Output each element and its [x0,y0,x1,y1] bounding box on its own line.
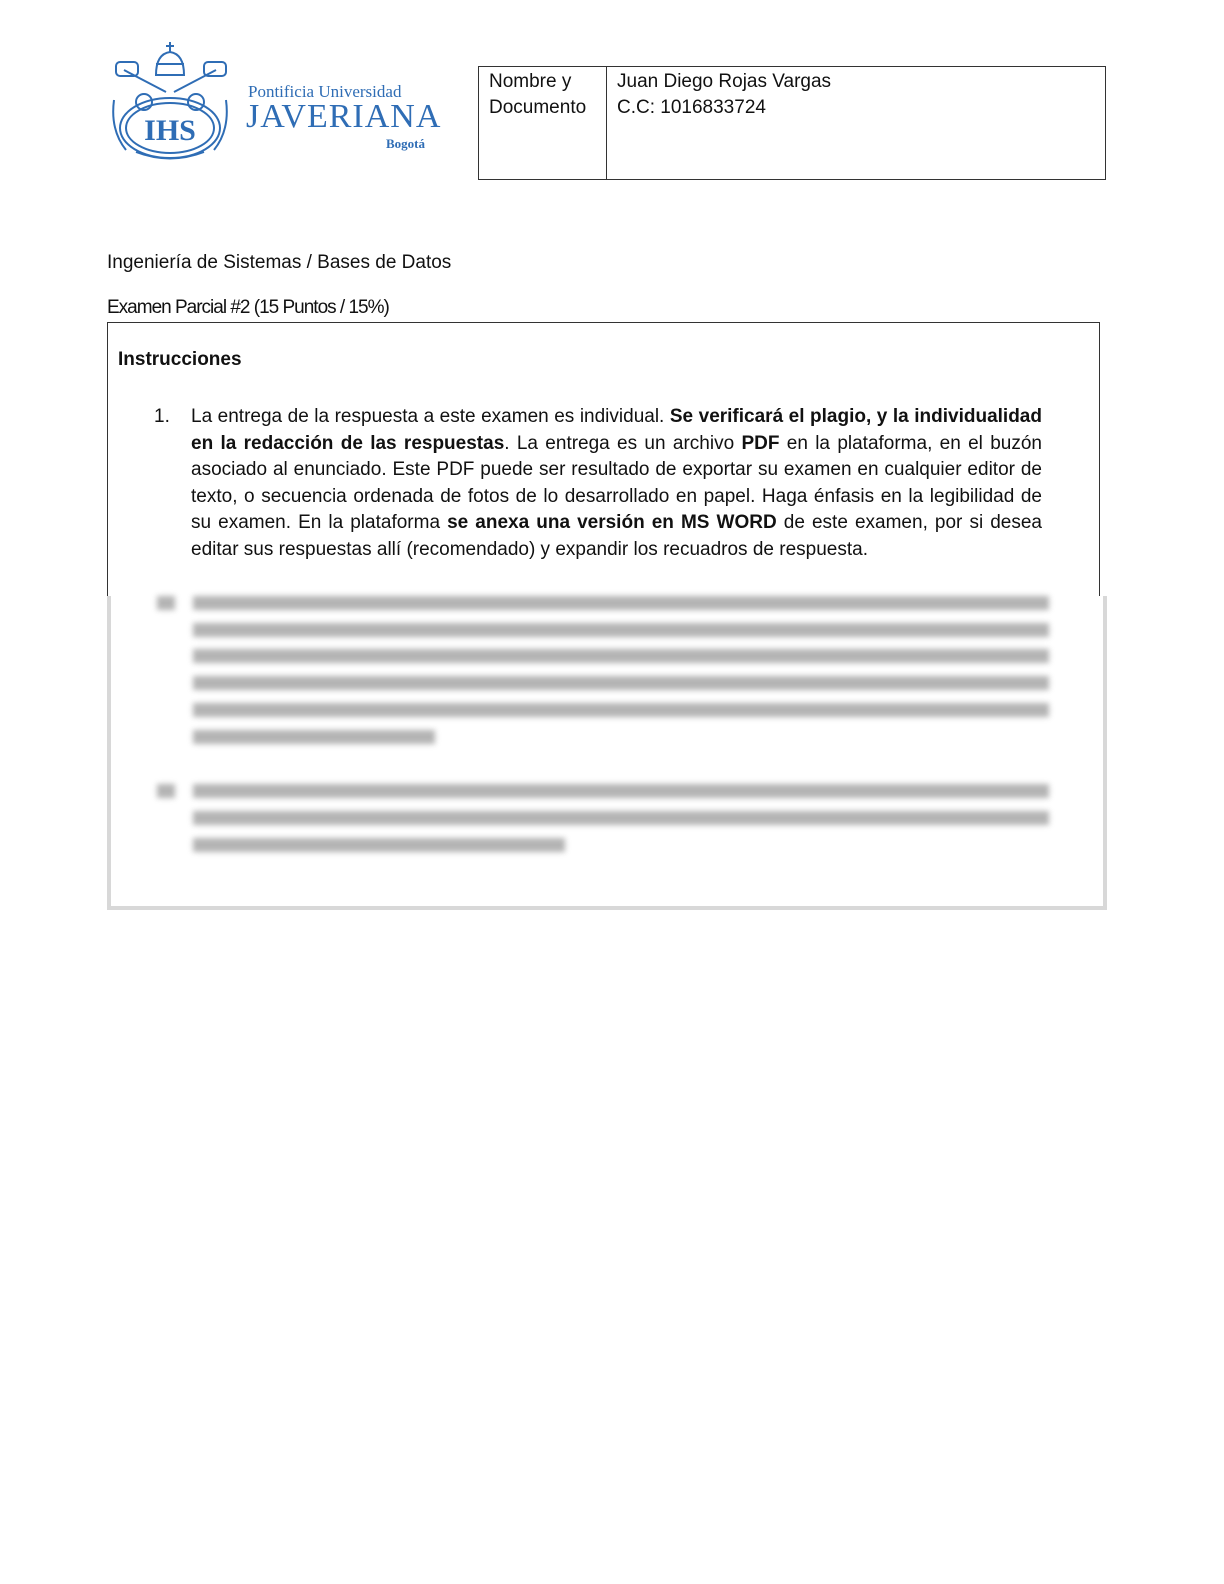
university-logo [106,40,442,170]
instructions-box [107,322,1100,597]
logo-text-javeriana: JAVERIANA [246,98,442,135]
text: en la plataforma, en el buzón asociado al enunciado. Este PDF puede ser resultado de exportar su examen en cualquier editor de texto, o secuencia ordenada de fotos de lo desarrollado en papel. Haga énfasis en la legibilidad de su examen. En la plataforma [191,432,1042,534]
bold-text: se anexa una versión en MS WORD [447,512,777,534]
student-id-table [478,66,1106,180]
student-name: Juan Diego Rojas Vargas [617,71,832,92]
logo-text-bogota: Bogotá [386,136,425,151]
label-nombre: Nombre y [489,71,572,92]
text: de este examen, por si desea editar sus respuestas allí (recomendado) y expandir los recuadros de respuesta. [191,512,1043,560]
text: La entrega de la respuesta a este examen es individual. [191,406,670,427]
id-value-cell [607,67,831,179]
blurred-line [193,784,1049,798]
exam-title: Examen Parcial #2 (15 Puntos / 15%) [107,297,389,318]
blurred-line [193,730,435,744]
course-title: Ingeniería de Sistemas / Bases de Datos [107,252,452,273]
instructions-heading: Instrucciones [118,349,242,370]
blurred-line [157,596,175,610]
bold-text: PDF [741,432,780,454]
crest-icon [106,40,236,170]
item-number: 1. [154,406,170,427]
blurred-line [193,838,565,852]
blurred-line [157,784,175,798]
blurred-line [193,703,1049,717]
instruction-item-1 [154,404,1041,564]
id-label-cell [479,67,607,179]
blurred-content [107,596,1107,910]
blurred-line [193,649,1049,663]
text: . La entrega es un archivo [504,432,742,454]
logo-text-pontificia: Pontificia Universidad [248,82,402,101]
blurred-line [193,676,1049,690]
label-documento: Documento [489,97,587,118]
blurred-line [193,811,1049,825]
student-document: C.C: 1016833724 [617,97,766,118]
bold-text: Se verificará el plagio, y la individualidad en la redacción de las respuestas [191,406,1042,454]
svg-text:IHS: IHS [144,114,196,147]
blurred-line [193,596,1049,610]
blurred-line [193,623,1049,637]
